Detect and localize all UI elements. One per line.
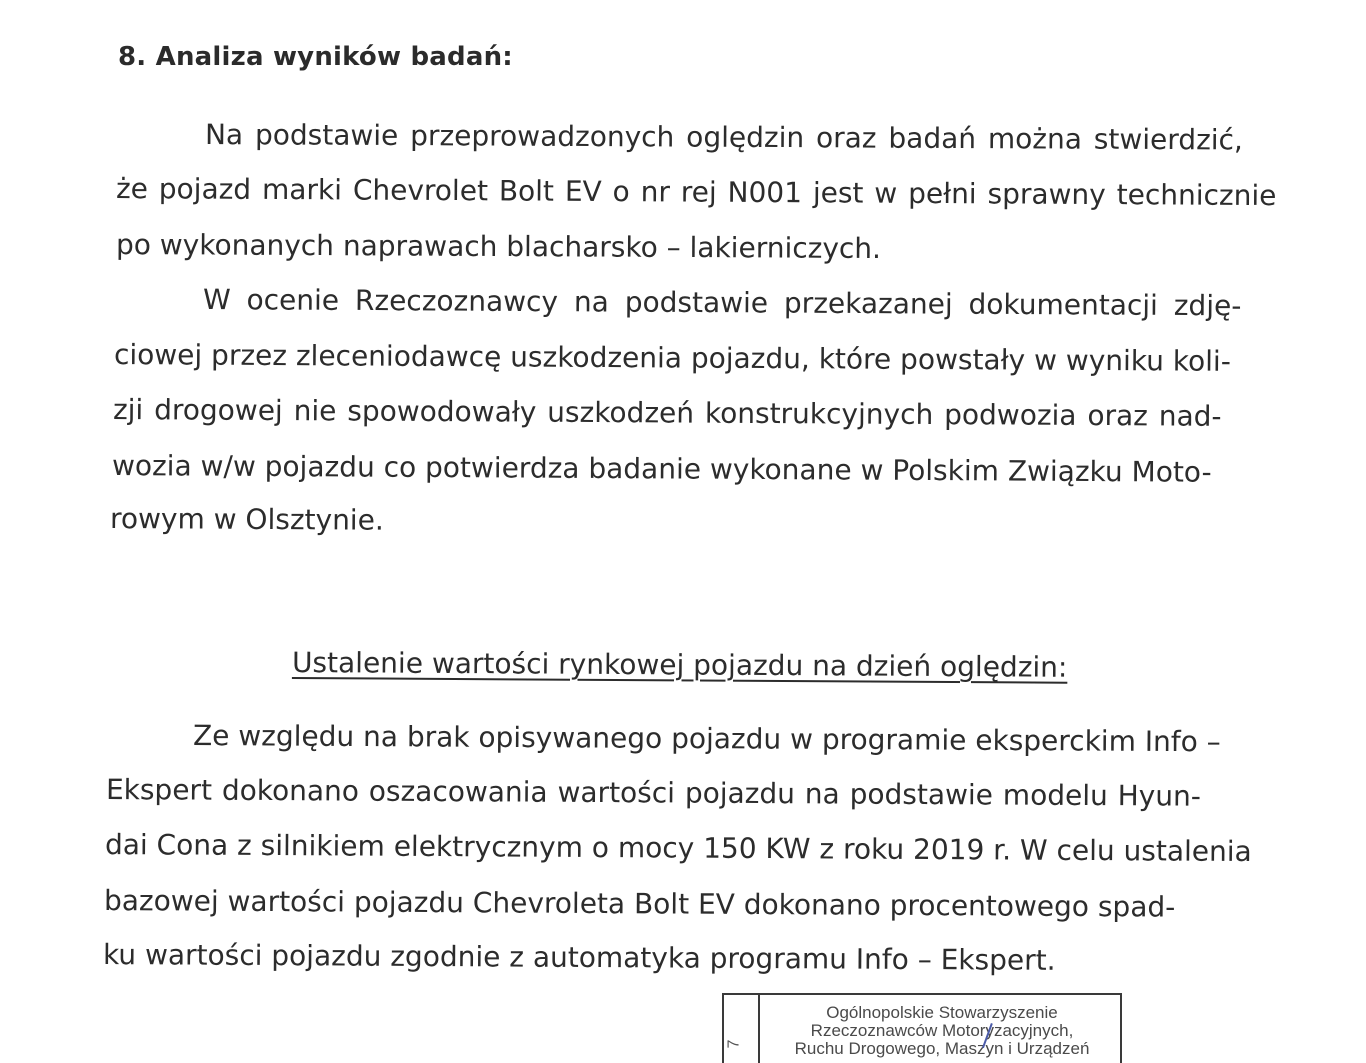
- paragraph2-line-1: W ocenie Rzeczoznawcy na podstawie przekazanej dokumentacji zdję-: [202, 283, 1242, 323]
- paragraph1-line-2: że pojazd marki Chevrolet Bolt EV o nr rej N001 jest w pełni sprawny technicznie: [115, 172, 1277, 213]
- paragraph2-line-2: ciowej przez zleceniodawcę uszkodzenia pojazdu, które powstały w wyniku koli-: [113, 338, 1231, 378]
- valuation-subheading: Ustalenie wartości rynkowej pojazdu na dzień oględzin:: [291, 646, 1068, 684]
- paragraph2-line-4: wozia w/w pojazdu co potwierdza badanie wykonane w Polskim Związku Moto-: [111, 449, 1212, 489]
- paragraph1-line-3: po wykonanych naprawach blacharsko – lakierniczych.: [115, 228, 882, 266]
- stamp-line-2: Rzeczoznawców Motoryzacyjnych,: [810, 1021, 1074, 1040]
- stamp-side-panel: [724, 995, 760, 1063]
- paragraph2-line-5: rowym w Olsztynie.: [109, 502, 384, 537]
- stamp-side-text: 7: [725, 1039, 743, 1049]
- paragraph1-line-1: Na podstawie przeprowadzonych oględzin oraz badań można stwierdzić,: [204, 118, 1243, 157]
- paragraph3-line-3: dai Cona z silnikiem elektrycznym o mocy 150 KW z roku 2019 r. W celu ustalenia: [104, 828, 1252, 869]
- paragraph3-line-5: ku wartości pojazdu zgodnie z automatyka programu Info – Ekspert.: [102, 938, 1056, 977]
- association-stamp: [722, 993, 1122, 1063]
- paragraph3-line-1: Ze względu na brak opisywanego pojazdu w programie eksperckim Info –: [192, 719, 1221, 759]
- paragraph2-line-3: zji drogowej nie spowodowały uszkodzeń konstrukcyjnych podwozia oraz nad-: [112, 393, 1222, 433]
- paragraph3-line-4: bazowej wartości pojazdu Chevroleta Bolt EV dokonano procentowego spad-: [103, 884, 1176, 924]
- stamp-line-1: Ogólnopolskie Stowarzyszenie: [826, 1003, 1058, 1022]
- paragraph3-line-2: Ekspert dokonano oszacowania wartości pojazdu na podstawie modelu Hyun-: [105, 773, 1202, 813]
- stamp-line-3: Ruchu Drogowego, Maszyn i Urządzeń: [794, 1039, 1090, 1058]
- section-heading: 8. Analiza wyników badań:: [118, 42, 513, 72]
